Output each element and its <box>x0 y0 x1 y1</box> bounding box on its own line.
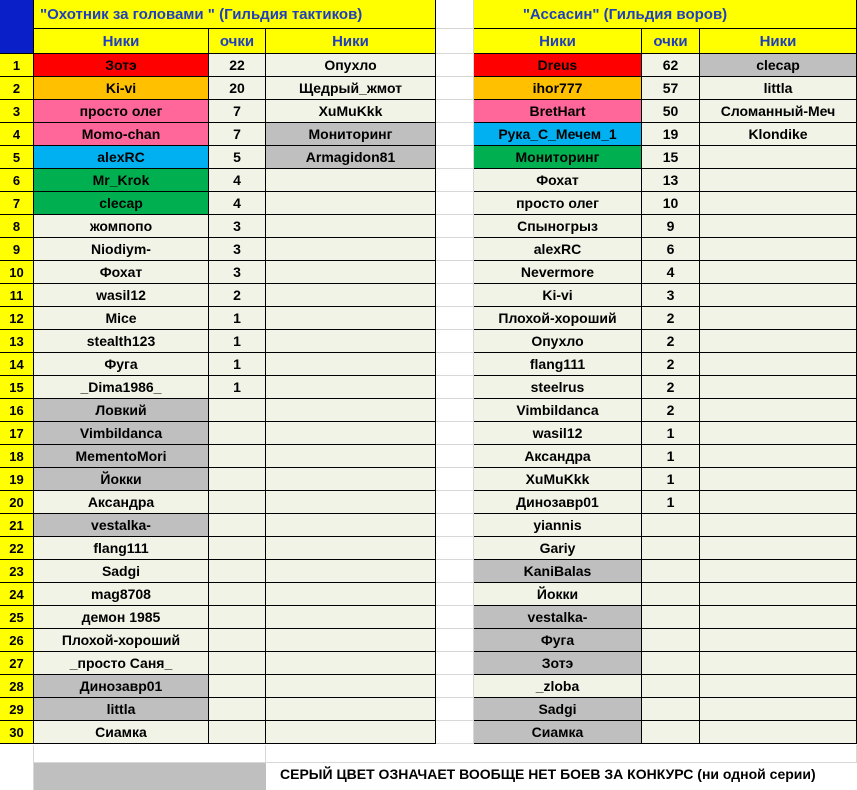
right-nick-cell[interactable]: Рука_С_Мечем_1 <box>474 123 642 146</box>
left-nick-cell[interactable]: clecap <box>34 192 209 215</box>
left-points-cell[interactable] <box>209 491 266 514</box>
left-points-cell[interactable] <box>209 698 266 721</box>
left-points-cell[interactable]: 3 <box>209 261 266 284</box>
row-number[interactable]: 12 <box>0 307 34 330</box>
right-points-cell[interactable]: 15 <box>642 146 700 169</box>
right-points-cell[interactable] <box>642 606 700 629</box>
spacer-cell[interactable] <box>436 468 474 491</box>
left-extra-nick-cell[interactable]: Опухло <box>266 54 436 77</box>
left-nick-cell[interactable]: Mice <box>34 307 209 330</box>
right-nick-cell[interactable]: Зотэ <box>474 652 642 675</box>
row-number[interactable]: 21 <box>0 514 34 537</box>
spacer-cell[interactable] <box>436 100 474 123</box>
left-points-cell[interactable]: 1 <box>209 376 266 399</box>
right-nick-cell[interactable]: _zloba <box>474 675 642 698</box>
spacer-cell[interactable] <box>436 215 474 238</box>
spacer-cell[interactable] <box>436 583 474 606</box>
left-nick-cell[interactable]: _просто Саня_ <box>34 652 209 675</box>
row-number[interactable]: 22 <box>0 537 34 560</box>
left-extra-nick-cell[interactable] <box>266 169 436 192</box>
right-nick-cell[interactable]: Dreus <box>474 54 642 77</box>
left-extra-nick-cell[interactable] <box>266 238 436 261</box>
right-extra-nick-cell[interactable]: clecap <box>700 54 857 77</box>
right-points-cell[interactable] <box>642 675 700 698</box>
right-extra-nick-cell[interactable] <box>700 514 857 537</box>
left-points-cell[interactable] <box>209 652 266 675</box>
left-points-header[interactable]: очки <box>209 29 266 54</box>
left-nick-cell[interactable]: Фуга <box>34 353 209 376</box>
left-points-cell[interactable] <box>209 399 266 422</box>
right-points-cell[interactable]: 1 <box>642 468 700 491</box>
left-points-cell[interactable] <box>209 468 266 491</box>
right-points-cell[interactable]: 1 <box>642 491 700 514</box>
row-number[interactable]: 7 <box>0 192 34 215</box>
right-points-cell[interactable]: 6 <box>642 238 700 261</box>
right-points-cell[interactable] <box>642 583 700 606</box>
left-nick-cell[interactable]: vestalka- <box>34 514 209 537</box>
spacer-cell[interactable] <box>436 675 474 698</box>
spacer-cell[interactable] <box>436 169 474 192</box>
left-points-cell[interactable]: 2 <box>209 284 266 307</box>
right-extra-nick-cell[interactable] <box>700 560 857 583</box>
right-extra-nick-cell[interactable] <box>700 606 857 629</box>
left-nick-cell[interactable]: _Dima1986_ <box>34 376 209 399</box>
right-extra-nick-cell[interactable] <box>700 468 857 491</box>
right-points-cell[interactable]: 13 <box>642 169 700 192</box>
left-nick-cell[interactable]: wasil12 <box>34 284 209 307</box>
gray-legend-swatch[interactable] <box>34 763 266 790</box>
left-points-cell[interactable]: 7 <box>209 123 266 146</box>
right-points-cell[interactable]: 4 <box>642 261 700 284</box>
right-points-cell[interactable]: 2 <box>642 376 700 399</box>
right-nick-cell[interactable]: Sadgi <box>474 698 642 721</box>
left-points-cell[interactable] <box>209 629 266 652</box>
left-nick-cell[interactable]: mag8708 <box>34 583 209 606</box>
left-nick-cell[interactable]: просто олег <box>34 100 209 123</box>
left-points-cell[interactable] <box>209 560 266 583</box>
left-extra-nick-cell[interactable] <box>266 307 436 330</box>
left-points-cell[interactable] <box>209 721 266 744</box>
spacer-cell[interactable] <box>436 491 474 514</box>
left-extra-nick-cell[interactable] <box>266 376 436 399</box>
right-extra-nick-cell[interactable] <box>700 721 857 744</box>
right-extra-nick-cell[interactable] <box>700 146 857 169</box>
spacer-cell[interactable] <box>436 399 474 422</box>
right-points-cell[interactable]: 2 <box>642 399 700 422</box>
right-nick-cell[interactable]: flang111 <box>474 353 642 376</box>
row-number[interactable]: 2 <box>0 77 34 100</box>
spacer-cell[interactable] <box>436 238 474 261</box>
right-points-cell[interactable]: 9 <box>642 215 700 238</box>
left-nick-cell[interactable]: stealth123 <box>34 330 209 353</box>
left-extra-nick-cell[interactable]: Armagidon81 <box>266 146 436 169</box>
left-extra-nick-cell[interactable] <box>266 353 436 376</box>
left-nick-cell[interactable]: alexRC <box>34 146 209 169</box>
left-points-cell[interactable]: 22 <box>209 54 266 77</box>
right-nick-header[interactable]: Ники <box>474 29 642 54</box>
right-nick-cell[interactable]: Динозавр01 <box>474 491 642 514</box>
right-extra-nick-cell[interactable] <box>700 629 857 652</box>
right-extra-nick-cell[interactable] <box>700 215 857 238</box>
right-points-cell[interactable]: 57 <box>642 77 700 100</box>
left-extra-nick-cell[interactable] <box>266 652 436 675</box>
left-nick-cell[interactable]: Sadgi <box>34 560 209 583</box>
row-number[interactable]: 24 <box>0 583 34 606</box>
left-extra-nick-cell[interactable] <box>266 583 436 606</box>
spacer-cell[interactable] <box>266 745 857 763</box>
row-number[interactable]: 4 <box>0 123 34 146</box>
spacer-cell[interactable] <box>436 307 474 330</box>
left-points-cell[interactable]: 4 <box>209 169 266 192</box>
spacer-cell[interactable] <box>436 422 474 445</box>
right-nick-cell[interactable]: Опухло <box>474 330 642 353</box>
right-nick-cell[interactable]: alexRC <box>474 238 642 261</box>
row-number[interactable]: 16 <box>0 399 34 422</box>
right-extra-nick-cell[interactable]: littla <box>700 77 857 100</box>
left-guild-title[interactable]: "Охотник за головами " (Гильдия тактиков) <box>34 0 436 29</box>
right-points-cell[interactable]: 2 <box>642 307 700 330</box>
right-extra-nick-cell[interactable] <box>700 422 857 445</box>
right-points-cell[interactable]: 2 <box>642 330 700 353</box>
right-nick-cell[interactable]: vestalka- <box>474 606 642 629</box>
right-points-cell[interactable]: 19 <box>642 123 700 146</box>
spacer-cell[interactable] <box>436 560 474 583</box>
left-extra-nick-cell[interactable] <box>266 284 436 307</box>
left-nick-cell[interactable]: Плохой-хороший <box>34 629 209 652</box>
right-extra-nick-cell[interactable] <box>700 537 857 560</box>
left-extra-nick-cell[interactable]: XuMuKkk <box>266 100 436 123</box>
right-nick-cell[interactable]: steelrus <box>474 376 642 399</box>
left-points-cell[interactable] <box>209 583 266 606</box>
right-nick-cell[interactable]: Йокки <box>474 583 642 606</box>
row-number[interactable]: 27 <box>0 652 34 675</box>
left-extra-nick-cell[interactable] <box>266 560 436 583</box>
spacer-cell[interactable] <box>436 353 474 376</box>
spacer-cell[interactable] <box>436 261 474 284</box>
spacer-cell[interactable] <box>436 54 474 77</box>
row-number[interactable]: 23 <box>0 560 34 583</box>
right-nick-cell[interactable]: Аксандра <box>474 445 642 468</box>
right-guild-title[interactable]: "Ассасин" (Гильдия воров) <box>474 0 857 29</box>
spacer-cell[interactable] <box>436 652 474 675</box>
left-points-cell[interactable]: 4 <box>209 192 266 215</box>
left-extra-nick-cell[interactable] <box>266 399 436 422</box>
right-points-cell[interactable]: 3 <box>642 284 700 307</box>
right-nick-cell[interactable]: Сиамка <box>474 721 642 744</box>
spacer-cell[interactable] <box>436 537 474 560</box>
left-extra-nick-cell[interactable] <box>266 514 436 537</box>
left-extra-nick-cell[interactable] <box>266 491 436 514</box>
left-nick-cell[interactable]: Фохат <box>34 261 209 284</box>
right-nick-cell[interactable]: Ki-vi <box>474 284 642 307</box>
right-extra-nick-cell[interactable] <box>700 399 857 422</box>
right-points-cell[interactable]: 1 <box>642 422 700 445</box>
spacer-cell[interactable] <box>436 445 474 468</box>
right-points-cell[interactable] <box>642 537 700 560</box>
left-extra-nick-cell[interactable] <box>266 468 436 491</box>
right-extra-nick-cell[interactable]: Сломанный-Меч <box>700 100 857 123</box>
right-points-cell[interactable]: 10 <box>642 192 700 215</box>
right-points-cell[interactable] <box>642 514 700 537</box>
left-points-cell[interactable]: 1 <box>209 330 266 353</box>
right-extra-nick-cell[interactable] <box>700 169 857 192</box>
right-extra-nick-cell[interactable] <box>700 491 857 514</box>
right-points-cell[interactable] <box>642 652 700 675</box>
right-points-cell[interactable] <box>642 721 700 744</box>
spacer-cell[interactable] <box>436 721 474 744</box>
right-nick-cell[interactable]: Спыногрыз <box>474 215 642 238</box>
spacer-cell[interactable] <box>0 745 34 790</box>
left-points-cell[interactable]: 7 <box>209 100 266 123</box>
left-nick-header[interactable]: Ники <box>34 29 209 54</box>
left-points-cell[interactable]: 3 <box>209 238 266 261</box>
left-nick-cell[interactable]: Momo-chan <box>34 123 209 146</box>
spacer-cell[interactable] <box>436 629 474 652</box>
left-extra-nick-cell[interactable] <box>266 330 436 353</box>
right-extra-nick-cell[interactable] <box>700 330 857 353</box>
right-nick-cell[interactable]: просто олег <box>474 192 642 215</box>
left-points-cell[interactable] <box>209 514 266 537</box>
left-nick-cell[interactable]: Йокки <box>34 468 209 491</box>
right-points-cell[interactable]: 62 <box>642 54 700 77</box>
right-points-cell[interactable] <box>642 698 700 721</box>
spacer-cell[interactable] <box>436 606 474 629</box>
spacer-cell[interactable] <box>436 29 474 54</box>
spacer-cell[interactable] <box>436 514 474 537</box>
legend-note: СЕРЫЙ ЦВЕТ ОЗНАЧАЕТ ВООБЩЕ НЕТ БОЕВ ЗА КОНКУРС (ни одной серии) <box>280 766 816 782</box>
spacer-cell[interactable] <box>436 376 474 399</box>
corner-cell[interactable] <box>0 0 34 54</box>
left-points-cell[interactable]: 20 <box>209 77 266 100</box>
left-extra-nick-cell[interactable] <box>266 698 436 721</box>
row-number[interactable]: 30 <box>0 721 34 744</box>
right-points-cell[interactable]: 2 <box>642 353 700 376</box>
right-nick-cell[interactable]: Gariy <box>474 537 642 560</box>
right-extra-nick-cell[interactable]: Klondike <box>700 123 857 146</box>
row-number[interactable]: 28 <box>0 675 34 698</box>
right-points-header[interactable]: очки <box>642 29 700 54</box>
right-nick-cell[interactable]: yiannis <box>474 514 642 537</box>
right-nick-cell[interactable]: wasil12 <box>474 422 642 445</box>
right-points-cell[interactable] <box>642 629 700 652</box>
left-nick-cell[interactable]: Сиамка <box>34 721 209 744</box>
left-points-cell[interactable] <box>209 537 266 560</box>
row-number[interactable]: 20 <box>0 491 34 514</box>
right-extra-nick-cell[interactable] <box>700 698 857 721</box>
left-nick-cell[interactable]: Mr_Krok <box>34 169 209 192</box>
spacer-cell[interactable] <box>436 77 474 100</box>
row-number[interactable]: 10 <box>0 261 34 284</box>
left-extra-nick-cell[interactable] <box>266 721 436 744</box>
row-number[interactable]: 13 <box>0 330 34 353</box>
row-number[interactable]: 29 <box>0 698 34 721</box>
left-points-cell[interactable]: 1 <box>209 307 266 330</box>
left-nick-cell[interactable]: Ловкий <box>34 399 209 422</box>
left-nick-cell[interactable]: MementoMori <box>34 445 209 468</box>
left-extra-nick-cell[interactable] <box>266 261 436 284</box>
left-nick-cell[interactable]: Аксандра <box>34 491 209 514</box>
spacer-cell[interactable] <box>436 284 474 307</box>
row-number[interactable]: 1 <box>0 54 34 77</box>
right-nick-cell[interactable]: Vimbildanca <box>474 399 642 422</box>
left-extra-nick-cell[interactable] <box>266 606 436 629</box>
row-number[interactable]: 15 <box>0 376 34 399</box>
right-nick-cell[interactable]: Плохой-хороший <box>474 307 642 330</box>
left-extra-nick-cell[interactable] <box>266 192 436 215</box>
left-nick2-header[interactable]: Ники <box>266 29 436 54</box>
right-nick-cell[interactable]: Фохат <box>474 169 642 192</box>
right-extra-nick-cell[interactable] <box>700 652 857 675</box>
left-nick-cell[interactable]: littla <box>34 698 209 721</box>
right-nick-cell[interactable]: Фуга <box>474 629 642 652</box>
right-extra-nick-cell[interactable] <box>700 445 857 468</box>
right-extra-nick-cell[interactable] <box>700 192 857 215</box>
spacer-cell[interactable] <box>436 698 474 721</box>
right-extra-nick-cell[interactable] <box>700 376 857 399</box>
row-number[interactable]: 8 <box>0 215 34 238</box>
left-extra-nick-cell[interactable] <box>266 675 436 698</box>
right-extra-nick-cell[interactable] <box>700 261 857 284</box>
row-number[interactable]: 25 <box>0 606 34 629</box>
right-extra-nick-cell[interactable] <box>700 353 857 376</box>
right-points-cell[interactable]: 50 <box>642 100 700 123</box>
right-nick2-header[interactable]: Ники <box>700 29 857 54</box>
right-extra-nick-cell[interactable] <box>700 675 857 698</box>
row-number[interactable]: 17 <box>0 422 34 445</box>
right-nick-cell[interactable]: KaniBalas <box>474 560 642 583</box>
right-nick-cell[interactable]: Nevermore <box>474 261 642 284</box>
right-nick-cell[interactable]: Мониторинг <box>474 146 642 169</box>
right-nick-cell[interactable]: BretHart <box>474 100 642 123</box>
left-extra-nick-cell[interactable] <box>266 445 436 468</box>
left-nick-cell[interactable]: Зотэ <box>34 54 209 77</box>
left-points-cell[interactable] <box>209 422 266 445</box>
left-nick-cell[interactable]: Динозавр01 <box>34 675 209 698</box>
row-number[interactable]: 5 <box>0 146 34 169</box>
spacer-cell[interactable] <box>34 745 266 763</box>
row-number[interactable]: 11 <box>0 284 34 307</box>
right-points-cell[interactable] <box>642 560 700 583</box>
right-points-cell[interactable]: 1 <box>642 445 700 468</box>
left-nick-cell[interactable]: Ki-vi <box>34 77 209 100</box>
left-points-cell[interactable] <box>209 445 266 468</box>
left-points-cell[interactable]: 3 <box>209 215 266 238</box>
spacer-cell[interactable] <box>436 0 474 29</box>
left-extra-nick-cell[interactable]: Мониторинг <box>266 123 436 146</box>
row-number[interactable]: 19 <box>0 468 34 491</box>
row-number[interactable]: 14 <box>0 353 34 376</box>
left-points-cell[interactable]: 1 <box>209 353 266 376</box>
row-number[interactable]: 18 <box>0 445 34 468</box>
right-extra-nick-cell[interactable] <box>700 284 857 307</box>
left-nick-cell[interactable]: flang111 <box>34 537 209 560</box>
row-number[interactable]: 3 <box>0 100 34 123</box>
spacer-cell[interactable] <box>436 146 474 169</box>
spacer-cell[interactable] <box>436 123 474 146</box>
left-points-cell[interactable] <box>209 606 266 629</box>
left-nick-cell[interactable]: Niodiym- <box>34 238 209 261</box>
left-extra-nick-cell[interactable] <box>266 215 436 238</box>
left-points-cell[interactable] <box>209 675 266 698</box>
left-extra-nick-cell[interactable] <box>266 537 436 560</box>
right-extra-nick-cell[interactable] <box>700 238 857 261</box>
row-number[interactable]: 26 <box>0 629 34 652</box>
right-extra-nick-cell[interactable] <box>700 307 857 330</box>
left-nick-cell[interactable]: Vimbildanca <box>34 422 209 445</box>
right-extra-nick-cell[interactable] <box>700 583 857 606</box>
row-number[interactable]: 6 <box>0 169 34 192</box>
right-nick-cell[interactable]: XuMuKkk <box>474 468 642 491</box>
spacer-cell[interactable] <box>436 330 474 353</box>
left-points-cell[interactable]: 5 <box>209 146 266 169</box>
left-nick-cell[interactable]: жомпопо <box>34 215 209 238</box>
right-nick-cell[interactable]: ihor777 <box>474 77 642 100</box>
left-nick-cell[interactable]: демон 1985 <box>34 606 209 629</box>
spacer-cell[interactable] <box>436 192 474 215</box>
left-extra-nick-cell[interactable]: Щедрый_жмот <box>266 77 436 100</box>
left-extra-nick-cell[interactable] <box>266 422 436 445</box>
left-extra-nick-cell[interactable] <box>266 629 436 652</box>
row-number[interactable]: 9 <box>0 238 34 261</box>
